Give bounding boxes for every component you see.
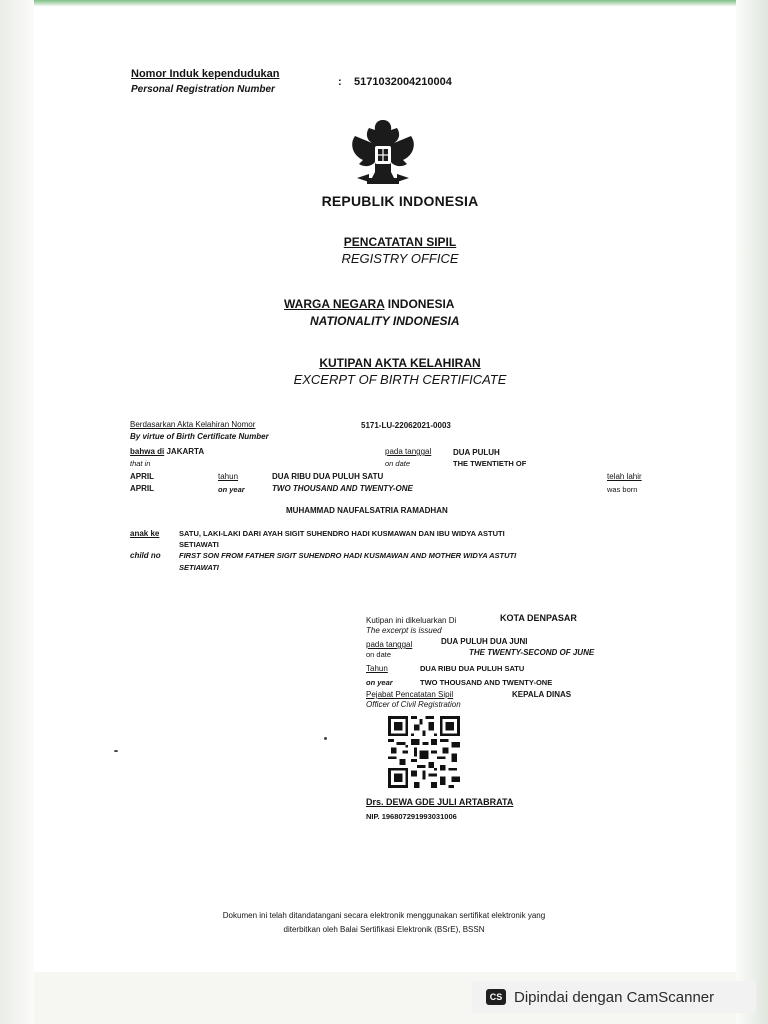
citizenship-label: WARGA NEGARA	[284, 297, 385, 311]
place-line	[130, 447, 204, 456]
year-label-en: on year	[218, 485, 245, 494]
officer-label-en: Officer of Civil Registration	[366, 700, 461, 709]
official-nip: NIP. 196807291993031006	[366, 812, 457, 821]
excerpt-title: KUTIPAN AKTA KELAHIRAN	[319, 356, 481, 370]
officer-label: Pejabat Pencatatan Sipil	[366, 690, 454, 699]
cert-number-label: Berdasarkan Akta Kelahiran Nomor	[130, 420, 256, 429]
child-order-label: anak ke	[130, 529, 160, 538]
child-name: MUHAMMAD NAUFALSATRIA RAMADHAN	[286, 506, 448, 515]
officer-value: KEPALA DINAS	[512, 690, 572, 699]
issue-year-value: DUA RIBU DUA PULUH SATU	[420, 664, 525, 673]
child-order-label-en: child no	[130, 551, 161, 560]
issued-label-en: The excerpt is issued	[366, 626, 442, 635]
child-order-value-en-line1: FIRST SON FROM FATHER SIGIT SUHENDRO HADI KUSMAWAN AND MOTHER WIDYA ASTUTI	[179, 551, 517, 560]
child-order-value-line1: SATU, LAKI-LAKI DARI AYAH SIGIT SUHENDRO HADI KUSMAWAN DAN IBU WIDYA ASTUTI	[179, 529, 505, 538]
registry-title-en: REGISTRY OFFICE	[341, 251, 459, 266]
scan-edge-left	[0, 0, 34, 1024]
issue-date-label-en: on date	[366, 650, 392, 659]
nik-colon: :	[338, 76, 342, 88]
registry-title: PENCATATAN SIPIL	[343, 235, 457, 249]
citizenship-line	[284, 297, 454, 311]
date-label-en: on date	[385, 459, 411, 468]
republic-title: REPUBLIK INDONESIA	[321, 193, 479, 209]
date-label: pada tanggal	[385, 447, 432, 456]
month: APRIL	[130, 472, 154, 481]
year-value: DUA RIBU DUA PULUH SATU	[272, 472, 384, 481]
month-en: APRIL	[130, 484, 154, 493]
footer-line-2: diterbitkan oleh Balai Sertifikasi Elektronik (BSrE), BSSN	[283, 925, 485, 934]
cert-number-value: 5171-LU-22062021-0003	[361, 421, 451, 430]
place-label: bahwa di	[130, 447, 165, 456]
born-label: telah lahir	[607, 472, 642, 481]
scan-speck	[114, 750, 118, 752]
official-name: Drs. DEWA GDE JULI ARTABRATA	[366, 797, 514, 807]
issue-date-label: pada tanggal	[366, 640, 413, 649]
date-value: DUA PULUH	[453, 448, 500, 457]
scan-edge-right	[736, 0, 768, 1024]
garuda-emblem-icon	[345, 116, 421, 188]
camscanner-logo-icon: CS	[486, 989, 506, 1005]
date-value-en: THE TWENTIETH OF	[453, 459, 527, 468]
footer-line-1: Dokumen ini telah ditandatangani secara elektronik menggunakan sertifikat elektronik yang	[222, 911, 546, 920]
nik-label-en: Personal Registration Number	[131, 84, 275, 95]
camscanner-text: Dipindai dengan CamScanner	[514, 988, 715, 1006]
qr-code-icon[interactable]	[388, 716, 460, 788]
citizenship-value: INDONESIA	[387, 297, 455, 311]
year-label: tahun	[218, 472, 239, 481]
nationality-en: NATIONALITY INDONESIA	[310, 314, 460, 328]
issue-year-label: Tahun	[366, 664, 388, 673]
born-label-en: was born	[607, 485, 638, 494]
camscanner-watermark	[472, 981, 756, 1013]
nik-label: Nomor Induk kependudukan	[131, 68, 280, 80]
scan-speck	[324, 737, 327, 740]
issue-year-value-en: TWO THOUSAND AND TWENTY-ONE	[420, 678, 553, 687]
child-order-value-line2: SETIAWATI	[179, 540, 219, 549]
cert-number-label-en: By virtue of Birth Certificate Number	[130, 432, 269, 441]
issued-value: KOTA DENPASAR	[500, 613, 577, 623]
issued-label: Kutipan ini dikeluarkan Di	[366, 616, 457, 625]
issue-date-value-en: THE TWENTY-SECOND OF JUNE	[469, 648, 595, 657]
year-value-en: TWO THOUSAND AND TWENTY-ONE	[272, 484, 413, 493]
issue-year-label-en: on year	[366, 678, 393, 687]
excerpt-title-en: EXCERPT OF BIRTH CERTIFICATE	[293, 372, 507, 387]
nik-value: 5171032004210004	[354, 76, 452, 88]
issue-date-value: DUA PULUH DUA JUNI	[441, 637, 528, 646]
place-value: JAKARTA	[166, 447, 205, 456]
place-label-en: that in	[130, 459, 151, 468]
child-order-value-en-line2: SETIAWATI	[179, 563, 219, 572]
